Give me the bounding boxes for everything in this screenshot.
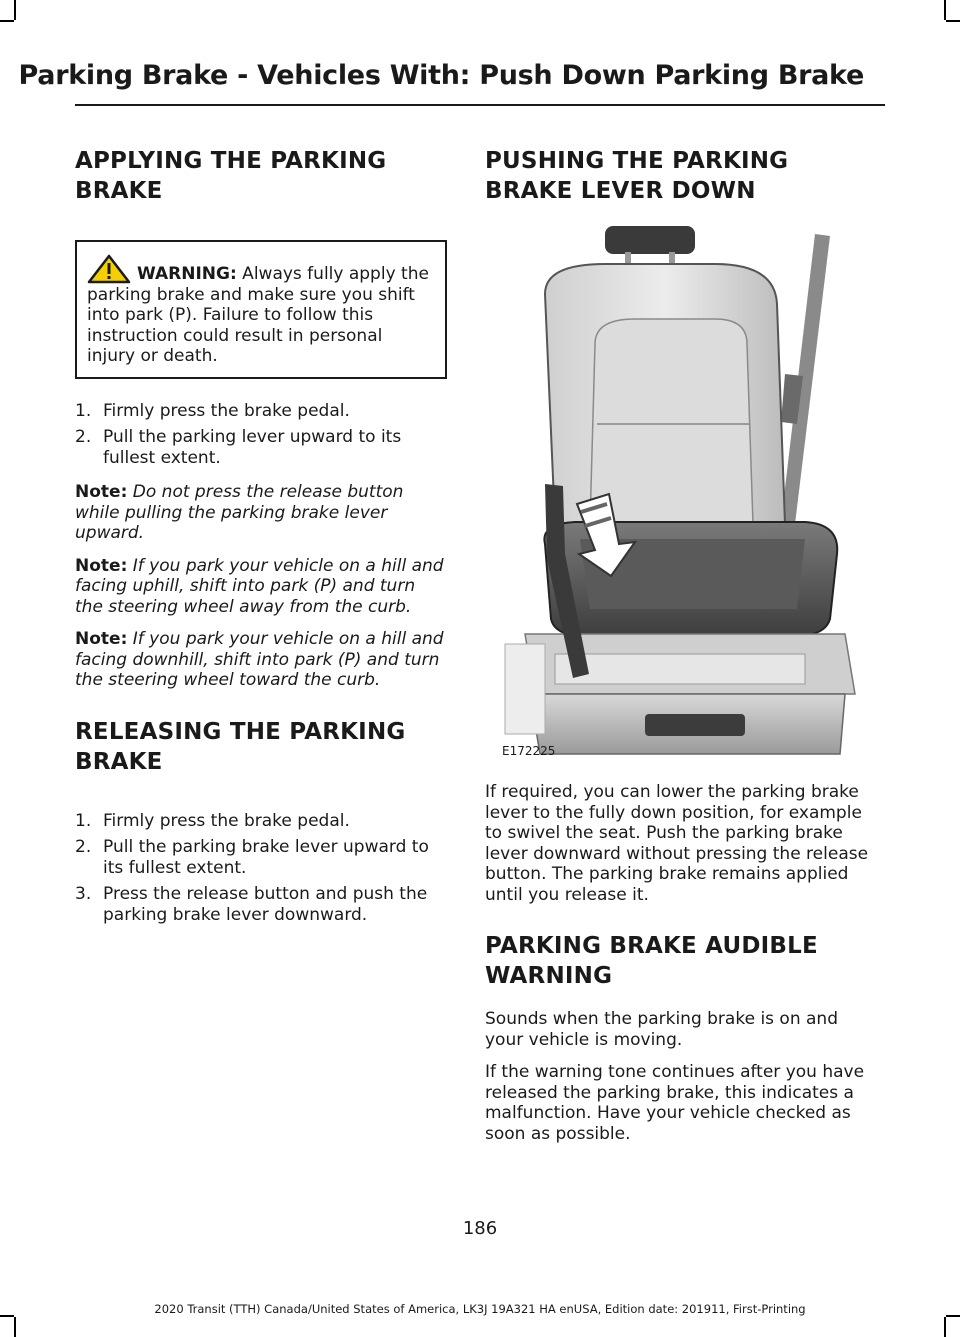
note-text: If you park your vehicle on a hill and facing uphill, shift into park (P) and turn the steering wheel away from the curb. xyxy=(75,555,444,617)
section-title-line: BRAKE LEVER DOWN xyxy=(485,178,756,204)
warning-triangle-icon xyxy=(87,254,131,284)
list-item xyxy=(75,884,447,925)
step-text: Firmly press the brake pedal. xyxy=(103,810,350,831)
step-number: 2. xyxy=(75,837,92,857)
step-text: Firmly press the brake pedal. xyxy=(103,400,350,421)
step-text: Press the release button and push the parking brake lever downward. xyxy=(103,884,428,925)
section-title-line: RELEASING THE PARKING xyxy=(75,718,406,745)
audible-paragraph-1: Sounds when the parking brake is on and your vehicle is moving. xyxy=(485,1009,838,1050)
note xyxy=(75,482,447,544)
header-rule xyxy=(75,104,885,106)
step-number: 2. xyxy=(75,427,92,447)
step-number: 3. xyxy=(75,884,92,904)
crop-mark xyxy=(14,1317,16,1337)
step-text: Pull the parking brake lever upward to its fullest extent. xyxy=(103,837,429,878)
step-text: Pull the parking lever upward to its fullest extent. xyxy=(103,427,402,468)
warning-text: Always fully apply the parking brake and make sure you shift into park (P). Failure to follow this instruction could result in personal injury or death. xyxy=(87,264,429,366)
crop-mark xyxy=(946,20,960,22)
list-item xyxy=(75,837,447,878)
section-title-line: PUSHING THE PARKING xyxy=(485,148,789,174)
section-title-line: APPLYING THE PARKING xyxy=(75,148,387,174)
crop-mark xyxy=(944,0,946,20)
note-text: If you park your vehicle on a hill and facing downhill, shift into park (P) and turn the steering wheel toward the curb. xyxy=(75,629,444,690)
seat-illustration xyxy=(485,224,880,764)
section-title-audible xyxy=(485,931,880,991)
note xyxy=(75,556,447,618)
releasing-steps xyxy=(75,811,447,926)
right-column xyxy=(485,146,880,1156)
crop-mark xyxy=(0,20,14,22)
step-number: 1. xyxy=(75,400,92,421)
section-title-releasing xyxy=(75,717,447,777)
section-title-pushing xyxy=(485,146,880,206)
note-label: Note: xyxy=(75,555,128,576)
list-item xyxy=(75,400,447,422)
note-label: Note: xyxy=(75,482,128,502)
note-label: Note: xyxy=(75,629,128,649)
section-title-line: WARNING xyxy=(485,963,613,989)
page-footer: 2020 Transit (TTH) Canada/United States of America, LK3J 19A321 HA enUSA, Edition date: 201911, First-Printing xyxy=(154,1302,806,1316)
crop-mark xyxy=(944,1317,946,1337)
page-header-title: Parking Brake - Vehicles With: Push Down Parking Brake xyxy=(18,60,864,91)
section-title-line: BRAKE xyxy=(75,178,163,204)
figure-code: E172225 xyxy=(502,744,556,758)
crop-mark xyxy=(14,0,16,20)
section-title-line: PARKING BRAKE AUDIBLE xyxy=(485,933,818,959)
note xyxy=(75,629,447,691)
list-item xyxy=(75,810,447,832)
list-item xyxy=(75,427,447,468)
left-column xyxy=(75,146,447,939)
warning-box xyxy=(75,240,447,379)
step-number: 1. xyxy=(75,810,92,831)
note-text: Do not press the release button while pulling the parking brake lever upward. xyxy=(75,482,404,543)
audible-paragraph-2: If the warning tone continues after you have released the parking brake, this indicates a malfunction. Have your vehicle checked as soon as possible. xyxy=(485,1062,865,1144)
applying-steps xyxy=(75,401,447,469)
section-title-applying xyxy=(75,146,447,206)
pushing-paragraph: If required, you can lower the parking brake lever to the fully down position, for example to swivel the seat. Push the parking brake lever downward without pressing the release button. The parking brake remains applied until you release it. xyxy=(485,782,869,905)
page-number: 186 xyxy=(462,1218,498,1239)
warning-label: WARNING: xyxy=(137,264,237,284)
section-title-line: BRAKE xyxy=(75,748,163,775)
seat-drawing xyxy=(485,224,880,764)
